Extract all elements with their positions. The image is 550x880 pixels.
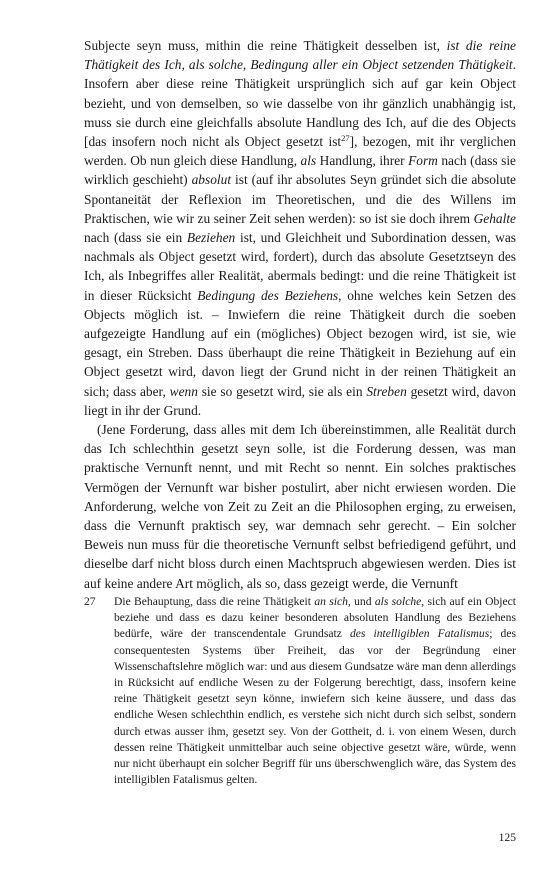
emphasis-text: Bedingung des Beziehens [197,287,339,303]
text-run: sie so gesetzt wird, sie als ein [197,383,367,399]
main-text [84,36,516,593]
emphasis-text: Beziehen [186,230,236,246]
emphasis-text: an sich [314,595,348,608]
text-run: Handlung, ihrer [316,153,409,169]
paragraph-2 [84,420,516,593]
text-run: , und [347,595,375,608]
footnote [84,594,516,788]
emphasis-text: Form [408,153,438,169]
text-run: ist (auf ihr absolutes Seyn gründet sich die absolute Spontaneität der Reflexion im Theoretischen, und die des Willens im Praktischen, wie wir zu seiner Zeit sehen werden): so ist sie doch ihrem [84,172,516,226]
paragraph-1 [84,36,516,420]
emphasis-text: wenn [169,383,198,399]
emphasis-text: des intelligiblen Fatalismus [349,627,490,641]
emphasis-text: als solche [374,595,422,608]
emphasis-text: ist die reine Thätigkeit des Ich, als solche, Bedingung aller ein Object setzenden Thätigkeit [84,38,516,73]
page-number: 125 [498,831,516,844]
text-run: . Insofern aber diese reine Thätigkeit ursprünglich sich auf gar kein Object bezieht, und von demselben, so wie dasselbe von ihr gänzlich unabhängig ist, muss sie durch eine gleichfalls absolute Handlung des Ich, auf die des Objects [das insofern noch nicht als Object gesetzt ist [84,57,516,150]
emphasis-text: Gehalte [473,210,516,226]
footnote-text [114,594,516,788]
text-run: nach (dass sie ein [84,230,187,246]
emphasis-text: als [300,153,317,169]
text-run: Subjecte seyn muss, mithin die reine Thätigkeit desselben ist, [84,38,447,53]
text-run: ; des consequentesten Systems über Freiheit, das vor der Begründung einer Wissenschaftslehre möglich war: und aus diesem Gundsatze wäre man denn allerdings in Rücksicht auf endliche Wesen zu der Folgerung berechtigt, dass, insofern keine reine Thätigkeit gesetzt seyn könne, inwiefern sich keine äussere, und dass das endliche Wesen schlechthin endlich, es verstehe sich nicht durch sich selbst, sondern durch etwas ausser ihm, gesetzt sey. Von der Gottheit, d. i. von einem Wesen, durch dessen reine Thätigkeit unmittelbar auch seine objective gesetzt wäre, würde, wenn nur nicht überhaupt ein solcher Begriff für uns überschwenglich wäre, das System des intelligiblen Fatalismus gelten. [114,627,517,787]
text-run: , sich auf ein Object beziehe und dass es dazu keiner besonderen absoluten Handlung des Beziehens bedürfe, wäre der transcendentale Grundsatz [114,595,517,641]
text-run: nach (dass sie wirklich geschieht) [84,153,517,188]
text-run: Die Behauptung, dass die reine Thätigkeit [114,595,315,608]
text-run: , ohne welches kein Setzen des Objects möglich ist. – Inwiefern die reine Thätigkeit durch die soeben aufgezeigte Handlung auf ein (mögliches) Object bezogen wird, ist sie, wie gesagt, ein Streben. Dass überhaupt die reine Thätigkeit in Beziehung auf ein Object gesetzt wird, davon liegt der Grund nicht in der reinen Thätigkeit an sich; dass aber, [84,287,516,399]
text-run: gesetzt wird, davon liegt in ihr der Grund. [84,383,517,418]
footnote-ref: 27 [341,133,350,144]
text-run: ist, und Gleichheit und Subordination dessen, was nachmals als Object gesetzt wird, fordert), durch das absolute Gesetztseyn des Ich, als Inbegriffes aller Realität, abermals bedingt: und die reine Thätigkeit ist in dieser Rücksicht [84,230,516,303]
emphasis-text: Streben [366,383,407,399]
emphasis-text: absolut [191,172,232,188]
text-run: ], bezogen, mit ihr verglichen werden. Ob nun gleich diese Handlung, [84,134,516,169]
text-run: (Jene Forderung, dass alles mit dem Ich übereinstimmen, alle Realität durch das Ich schlechthin gesetzt seyn solle, ist die Forderung dessen, was man praktische Vernunft nennt, und mit Recht so nennt. Ein solches praktisches Vermögen der Vernunft war bisher postulirt, aber nicht erwiesen worden. Die Anforderung, welche von Zeit zu Zeit an die Philosophen erging, zu erweisen, dass die Vernunft praktisch sey, war demnach sehr gerecht. – Ein solcher Beweis nun muss für die theoretische Vernunft selbst befriedigend geführt, und dieselbe darf nicht bloss durch einen Machtspruch abgewiesen werden. Dies ist auf keine andere Art möglich, als so, dass gezeigt werde, die Vernunft [84,422,516,591]
footnote-number: 27 [84,595,96,608]
